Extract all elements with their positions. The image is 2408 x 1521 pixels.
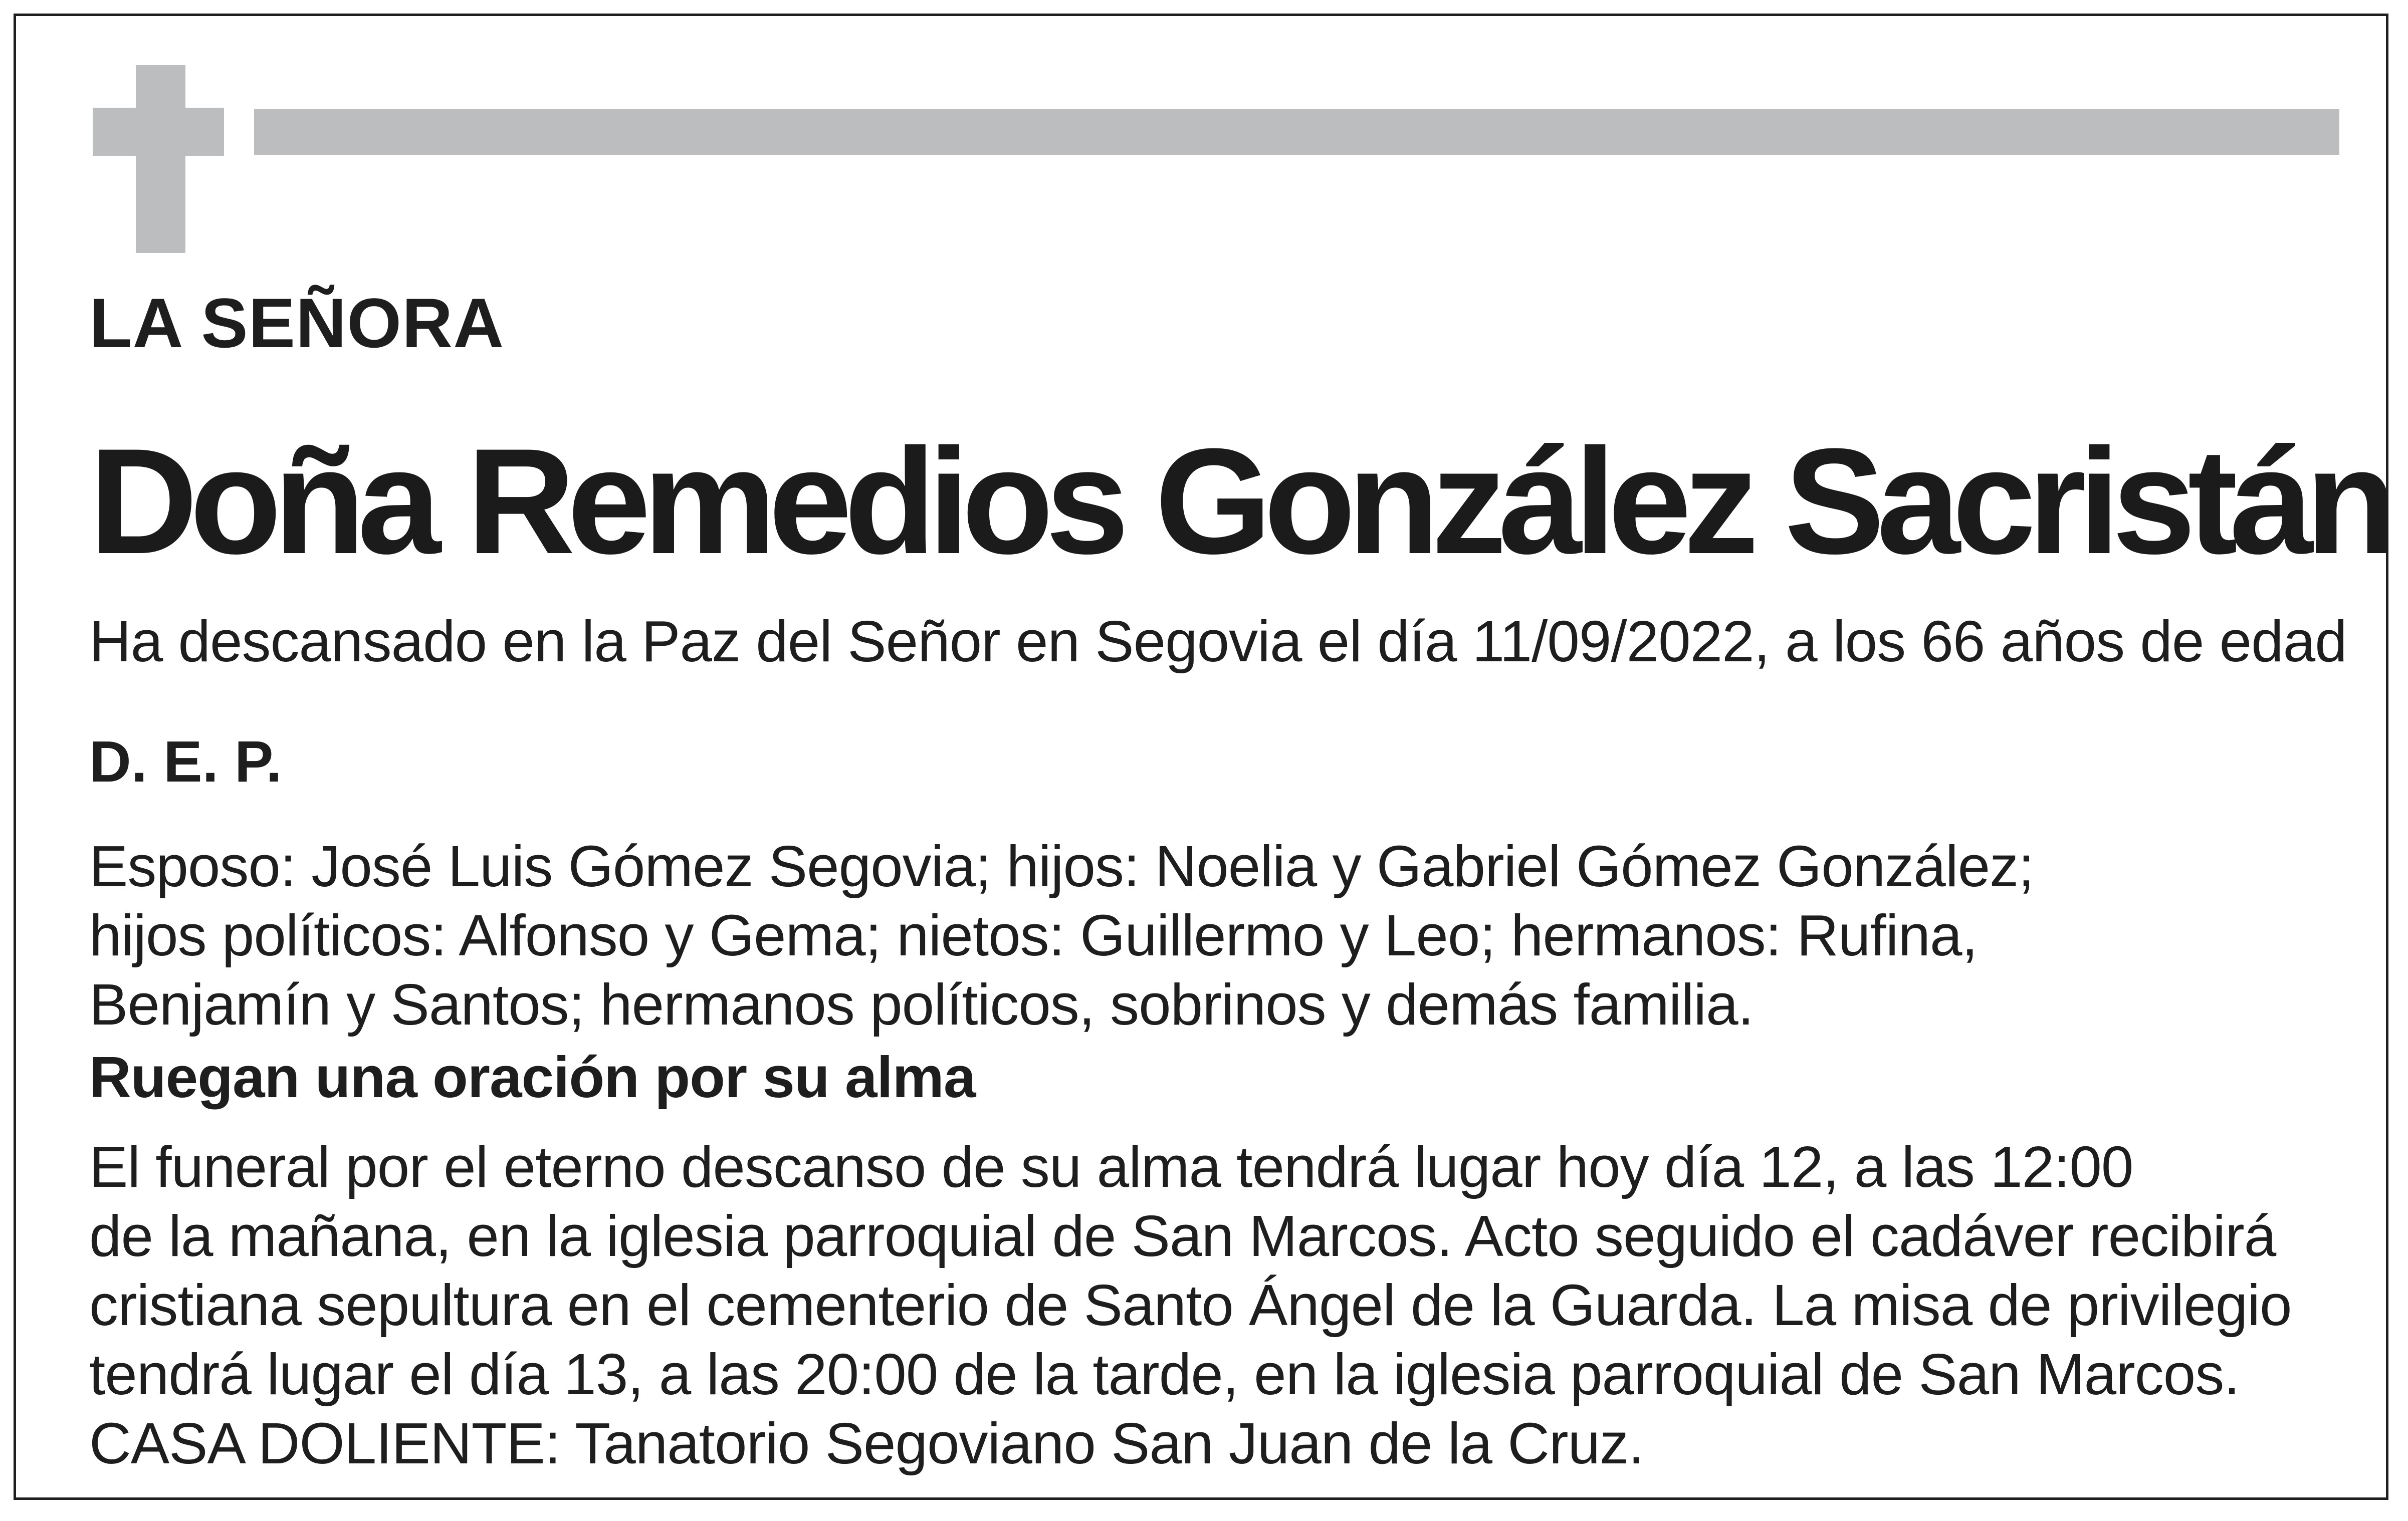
cross-icon-arm [93,108,224,156]
dep-abbreviation: D. E. P. [89,729,282,794]
family-line: Esposo: José Luis Gómez Segovia; hijos: Noelia y Gabriel Gómez González; [89,834,2034,899]
prayer-request: Ruegan una oración por su alma [89,1045,976,1110]
funeral-line: cristiana sepultura en el cementerio de Santo Ángel de la Guarda. La misa de privilegio [89,1273,2292,1338]
funeral-line: de la mañana, en la iglesia parroquial de San Marcos. Acto seguido el cadáver recibirá [89,1203,2276,1269]
funeral-line: CASA DOLIENTE: Tanatorio Segoviano San Juan de la Cruz. [89,1411,1644,1476]
funeral-paragraph [89,1132,2292,1478]
deceased-name: Doña Remedios González Sacristán [89,417,2389,585]
honorific: LA SEÑORA [89,284,505,362]
death-statement: Ha descansado en la Paz del Señor en Segovia el día 11/09/2022, a los 66 años de edad [89,609,2347,674]
funeral-line: El funeral por el eterno descanso de su alma tendrá lugar hoy día 12, a las 12:00 [89,1134,2133,1199]
family-paragraph [89,832,2034,1039]
family-line: hijos políticos: Alfonso y Gema; nietos: Guillermo y Leo; hermanos: Rufina, [89,903,1978,968]
funeral-line: tendrá lugar el día 13, a las 20:00 de la tarde, en la iglesia parroquial de San Marcos. [89,1342,2240,1407]
header-rule [254,109,2339,155]
family-line: Benjamín y Santos; hermanos políticos, sobrinos y demás familia. [89,972,1754,1037]
cross-icon [136,65,185,253]
